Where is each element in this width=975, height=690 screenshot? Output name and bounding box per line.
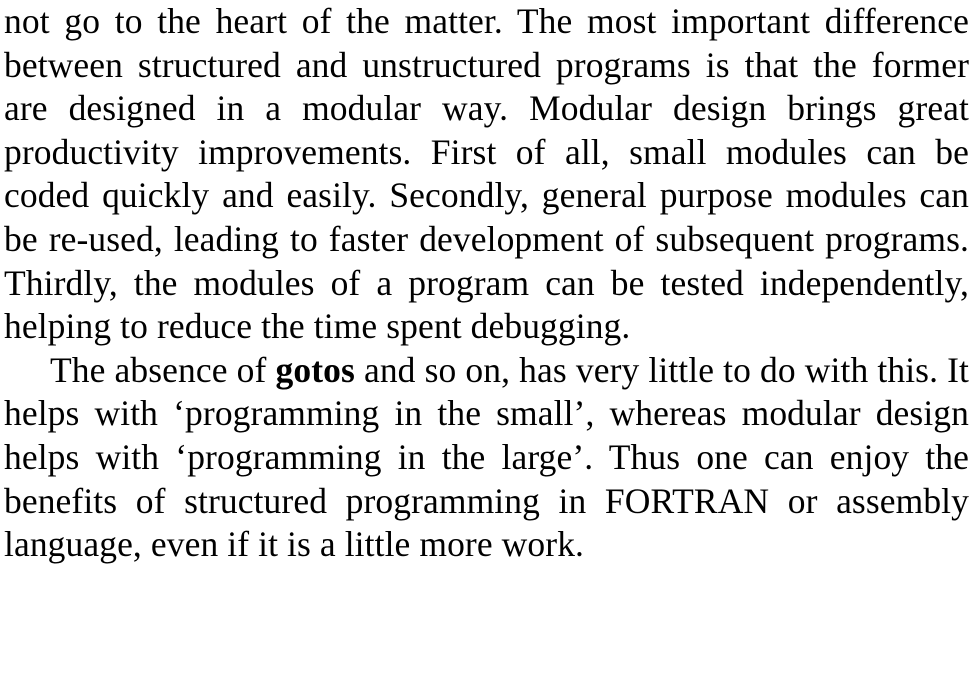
- page-body: [4, 0, 969, 567]
- paragraph-2-segment-3: and so on, has very little to do with this. It helps with ‘programming in the small’, whereas modular design helps with ‘programming in the large’. Thus one can enjoy the benefits of structured programming in FORTRAN or assembly language, even if it is a little more work.: [4, 349, 969, 565]
- paragraph-2-segment-1: The absence of: [50, 349, 276, 390]
- paragraph-2-emphasis-gotos: gotos: [275, 349, 355, 390]
- paragraph-1: not go to the heart of the matter. The most important difference between structured and unstructured programs is that the former are designed in a modular way. Modular design brings great productivity improvements. First of all, small modules can be coded quickly and easily. Secondly, general purpose modules can be re-used, leading to faster development of subsequent programs. Thirdly, the modules of a program can be tested independently, helping to reduce the time spent debugging.: [4, 1, 969, 347]
- paragraph-2: [4, 349, 969, 567]
